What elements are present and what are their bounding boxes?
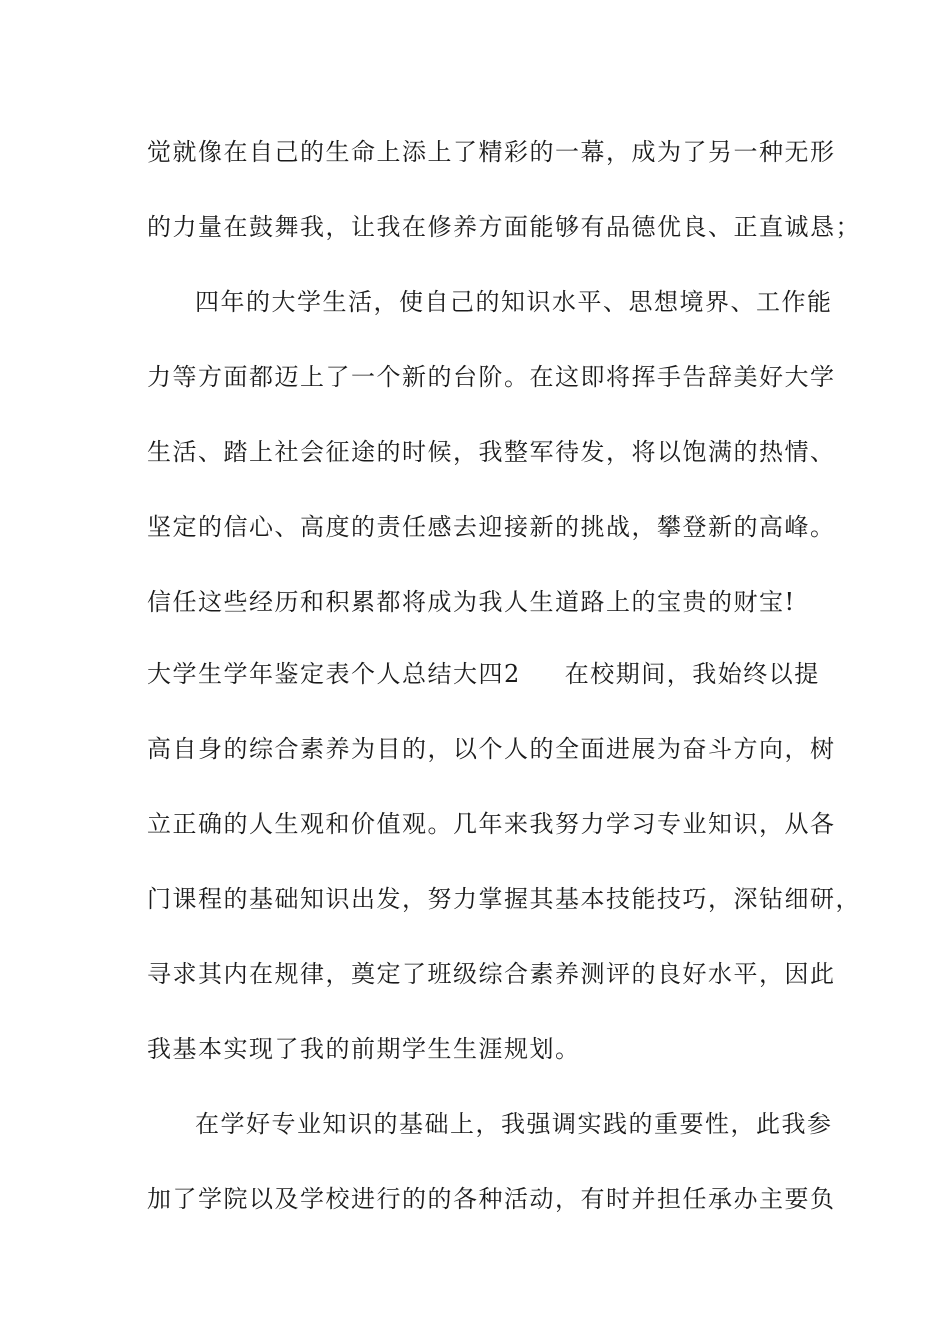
paragraph-line: 加了学院以及学校进行的的各种活动，有时并担任承办主要负	[147, 1185, 836, 1213]
paragraph-line: 我基本实现了我的前期学生生涯规划。	[147, 1035, 581, 1063]
paragraph-line: 四年的大学生活，使自己的知识水平、思想境界、工作能	[195, 288, 833, 316]
paragraph-line: 力等方面都迈上了一个新的台阶。在这即将挥手告辞美好大学	[147, 363, 836, 391]
paragraph-line: 在学好专业知识的基础上，我强调实践的重要性，此我参	[195, 1110, 833, 1138]
section-heading-row	[147, 659, 837, 689]
paragraph-line: 立正确的人生观和价值观。几年来我努力学习专业知识，从各	[147, 810, 836, 838]
paragraph-line: 寻求其内在规律，奠定了班级综合素养测评的良好水平，因此	[147, 960, 836, 988]
paragraph-line: 坚定的信心、高度的责任感去迎接新的挑战，攀登新的高峰。	[147, 513, 836, 541]
section-intro-text: 在校期间，我始终以提	[564, 660, 820, 688]
paragraph-line: 生活、踏上社会征途的时候，我整军待发，将以饱满的热情、	[147, 438, 836, 466]
section-title: 大学生学年鉴定表个人总结大四2	[147, 660, 521, 688]
paragraph-line: 信任这些经历和积累都将成为我人生道路上的宝贵的财宝!	[147, 588, 796, 616]
paragraph-line: 门课程的基础知识出发，努力掌握其基本技能技巧，深钻细研，	[147, 885, 861, 913]
paragraph-line: 高自身的综合素养为目的，以个人的全面进展为奋斗方向，树	[147, 735, 836, 763]
paragraph-line: 的力量在鼓舞我，让我在修养方面能够有品德优良、正直诚恳；	[147, 213, 861, 241]
paragraph-line: 觉就像在自己的生命上添上了精彩的一幕，成为了另一种无形	[147, 138, 836, 166]
